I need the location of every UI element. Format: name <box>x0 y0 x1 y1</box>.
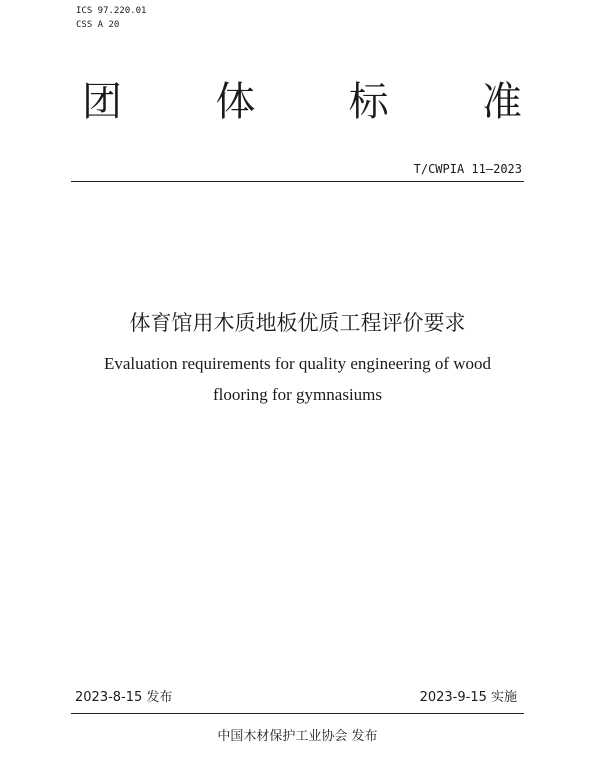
standard-type-char: 体 <box>215 79 256 125</box>
top-divider <box>71 181 524 182</box>
title-chinese: 体育馆用木质地板优质工程评价要求 <box>129 311 466 335</box>
implementation-date: 2023-9-15 实施 <box>419 690 517 705</box>
issue-date: 2023-8-15 发布 <box>75 690 173 705</box>
bottom-divider <box>71 713 524 714</box>
standard-type-char: 标 <box>348 79 389 125</box>
standard-type-heading <box>82 78 522 126</box>
title-english-line: Evaluation requirements for quality engineering of wood <box>103 354 492 373</box>
publisher: 中国木材保护工业协会 发布 <box>217 729 378 744</box>
title-english <box>60 348 535 410</box>
standard-number: T/CWPIA 11—2023 <box>413 162 522 176</box>
standard-type-char: 团 <box>82 79 122 125</box>
ccs-code: CSS A 20 <box>76 20 120 30</box>
title-english-line: flooring for gymnasiums <box>212 385 383 404</box>
ics-code: ICS 97.220.01 <box>76 6 147 16</box>
standard-type-char: 准 <box>481 79 522 125</box>
